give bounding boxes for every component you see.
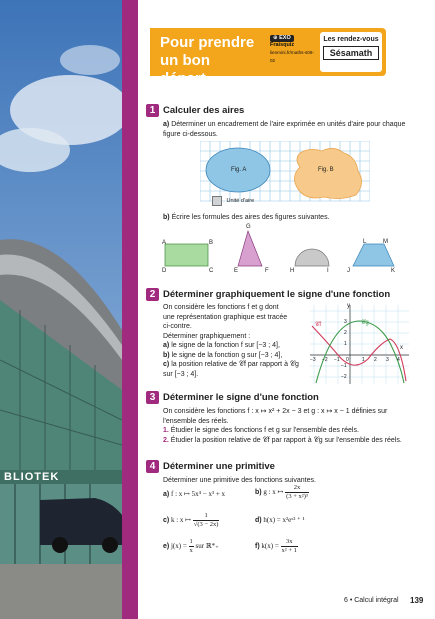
graph-xtick-1: 1 (362, 357, 365, 363)
point-label-g: G (246, 224, 251, 230)
function-graph (308, 303, 411, 386)
curve-cg (316, 321, 404, 383)
triangle-efg (238, 231, 262, 266)
s1-question-b: b) Écrire les formules des aires des figures suivantes. (163, 214, 330, 221)
section-3-title: Déterminer le signe d'une fonction (163, 392, 319, 403)
section-1-title: Calculer des aires (163, 105, 245, 116)
graph-cf-label: 𝒞f (315, 322, 322, 328)
fig-b-label: Fig. B (318, 167, 334, 173)
section-2-title: Déterminer graphiquement le signe d'une fonction (163, 289, 391, 300)
magenta-side-bar (122, 0, 138, 619)
graph-ytick-2: 2 (344, 330, 347, 336)
rectangle-abcd (165, 244, 208, 266)
point-label-c: C (209, 268, 214, 274)
chapter-footer: 6 • Calcul intégral (344, 597, 399, 604)
s4-item-e: e) j(x) = $\frac{1}{x}$ sur ℝ*₊ (163, 538, 219, 554)
section-2-number: 2 (146, 288, 159, 301)
point-label-j: J (347, 268, 350, 274)
s3-body: On considère les fonctions f : x ↦ x² + 2x − 3 et g : x ↦ x − 1 définies sur l'ensemble des réels. 1. Étudier le signe des fonctions f et g sur l'ensemble des réels. 2. Étudier la position relative de 𝒞f par rapport à 𝒞g sur l'ensemble des réels. (163, 408, 402, 444)
point-label-e: E (234, 268, 239, 274)
graph-y-label: y (347, 303, 350, 309)
graph-ytick-1: 1 (344, 341, 347, 347)
graph-x-label: x (400, 345, 403, 351)
s4-item-b: b) g : x ↦ $\frac{2x}{\text{(3 + x²)³}}$ (255, 484, 308, 500)
point-label-d: D (162, 268, 167, 274)
point-label-a: A (162, 240, 167, 246)
s1-question-a: a) Déterminer un encadrement de l'aire exprimée en unités d'aire pour chaque figure ci-dessous. (163, 121, 406, 138)
s4-item-f: f) k(x) = $\frac{3x}{\text{x² + 1}}$ (255, 538, 297, 554)
header-banner (150, 28, 386, 87)
area-shapes-figure (160, 224, 400, 276)
point-label-h: H (290, 268, 295, 274)
graph-ytick-m2: −2 (341, 374, 347, 380)
building-sign: BLIOTEK (4, 471, 60, 483)
point-label-b: B (209, 240, 214, 246)
graph-xtick-4: 4 (397, 357, 400, 363)
cover-photo (0, 0, 122, 619)
point-label-f: F (265, 268, 269, 274)
graph-ytick-3: 3 (344, 319, 347, 325)
s4-item-d: d) h(x) = x²eˣ³ ⁺ ¹ (255, 516, 305, 524)
section-3-number: 3 (146, 391, 159, 404)
exo-link[interactable]: lienmini.fr/maths-s06-02 (270, 50, 314, 63)
graph-xtick-m2: −2 (322, 357, 328, 363)
section-4-number: 4 (146, 460, 159, 473)
section-4-title: Déterminer une primitive (163, 461, 275, 472)
unit-square (212, 196, 222, 206)
graph-xtick-m1: −1 (334, 357, 340, 363)
s2-body: On considère les fonctions f et g dont une représentation graphique est tracée ci-contre. Déterminer graphiquement : a) le signe de la fonction f sur [−3 ; 4], b) le signe de la fonction g sur [−3 ; 4], c) la position relative de 𝒞f par rapport à 𝒞g sur [−3 ; 4]. (163, 304, 299, 378)
graph-cg-label: 𝒞g (361, 320, 369, 326)
graph-xtick-0: 0 (346, 357, 349, 363)
sesamath-logo: Sésamath (323, 46, 379, 60)
section-1-number: 1 (146, 104, 159, 117)
s4-intro: Déterminer une primitive des fonctions suivantes. (163, 477, 316, 484)
page-title: Pour prendre un bon départ (160, 34, 255, 87)
point-label-k: K (391, 268, 396, 274)
graph-xtick-m3: −3 (310, 357, 316, 363)
point-label-i: I (327, 268, 329, 274)
s4-item-a: a) f : x ↦ 5x⁴ − x³ + x (163, 490, 226, 498)
rendez-vous-box (320, 32, 382, 72)
graph-xtick-2: 2 (374, 357, 377, 363)
exo-tag: ⊕ EXO (270, 35, 294, 42)
s4-item-c: c) k : x ↦ $\frac{1}{√(3 - 2x)}$ (163, 512, 219, 528)
point-label-m: M (383, 239, 388, 245)
unit-legend: Unité d'aire (212, 196, 254, 206)
graph-ytick-m1: −1 (341, 363, 347, 369)
rendez-vous-title: Les rendez-vous (323, 36, 379, 43)
page-number: 139 (410, 596, 424, 605)
exo-label: Fraisquiz (270, 42, 295, 48)
fig-a-label: Fig. A (231, 167, 247, 173)
exo-quiz-box[interactable] (270, 35, 316, 69)
graph-xtick-3: 3 (386, 357, 389, 363)
point-label-l: L (363, 239, 367, 245)
half-disc-hi (295, 249, 329, 266)
